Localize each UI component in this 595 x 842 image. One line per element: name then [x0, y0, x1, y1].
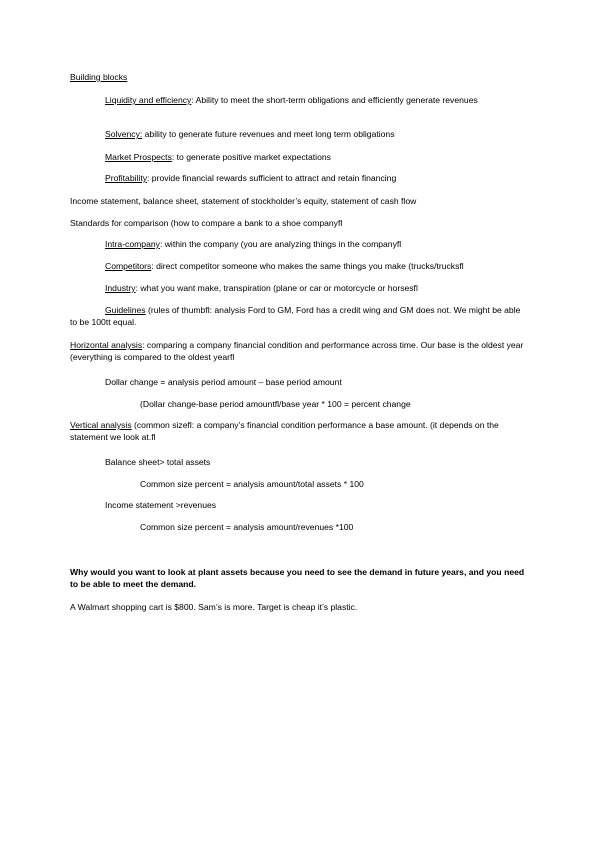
term-vertical-analysis: Vertical analysis — [70, 420, 132, 430]
common-size-revenues-formula: Common size percent = analysis amount/revenues *100 — [140, 522, 354, 532]
term-market-prospects: Market Prospects — [105, 152, 172, 162]
term-profitability: Profitability — [105, 173, 148, 183]
term-industry: Industry — [105, 283, 136, 293]
bold-question: Why would you want to look at plant assets because you need to see the demand in future years, and you need to be able to meet the demand. — [70, 567, 525, 589]
term-competitors: Competitors — [105, 261, 152, 271]
percent-change-formula: (Dollar change-base period amountfl/base year * 100 = percent change — [140, 399, 411, 409]
balance-sheet-line: Balance sheet> total assets — [105, 457, 211, 467]
item-liquidity — [105, 94, 528, 106]
term-solvency: Solvency: — [105, 129, 143, 139]
text-profitability: : provide financial rewards sufficient to attract and retain financing — [147, 173, 397, 183]
item-profitability — [105, 172, 528, 184]
text-vertical-analysis: (common sizefl: a company’s financial condition performance a base amount. (it depends on the statement we look at.fl — [70, 420, 499, 442]
item-market-prospects — [105, 151, 528, 163]
item-solvency — [105, 128, 528, 140]
text-market-prospects: : to generate positive market expectations — [171, 152, 331, 162]
term-guidelines: Guidelines — [105, 305, 146, 315]
text-horizontal-analysis: : comparing a company financial condition and performance across time. Our base is the oldest year (everything is compared to the oldest yearfl — [70, 340, 524, 362]
walmart-line: A Walmart shopping cart is $800. Sam’s is more. Target is cheap it’s plastic. — [70, 602, 358, 612]
term-liquidity: Liquidity and efficiency — [105, 95, 192, 105]
item-competitors — [105, 260, 528, 272]
standards-line: Standards for comparison (how to compare a bank to a shoe companyfl — [70, 218, 343, 228]
item-intra-company — [105, 238, 528, 250]
horizontal-analysis — [70, 339, 528, 363]
term-intra-company: Intra-company — [105, 239, 160, 249]
common-size-assets-formula: Common size percent = analysis amount/total assets * 100 — [140, 479, 364, 489]
heading-building-blocks: Building blocks — [70, 72, 128, 82]
text-intra-company: : within the company (you are analyzing things in the companyfl — [159, 239, 402, 249]
text-liquidity: : Ability to meet the short-term obligations and efficiently generate revenues — [191, 95, 478, 105]
text-industry: : what you want make, transpiration (plane or car or motorcycle or horsesfl — [135, 283, 418, 293]
dollar-change-formula: Dollar change = analysis period amount – base period amount — [105, 377, 342, 387]
text-competitors: : direct competitor someone who makes the same things you make (trucks/trucksfl — [151, 261, 464, 271]
income-statement-line: Income statement >revenues — [105, 500, 217, 510]
text-guidelines: (rules of thumbfl: analysis Ford to GM, Ford has a credit wing and GM does not. We might be able to be 100tt equal. — [70, 305, 521, 327]
term-horizontal-analysis: Horizontal analysis — [70, 340, 143, 350]
item-guidelines — [70, 304, 528, 328]
statements-line: Income statement, balance sheet, statement of stockholder’s equity, statement of cash flow — [70, 196, 417, 206]
text-solvency: ability to generate future revenues and meet long term obligations — [142, 129, 395, 139]
vertical-analysis — [70, 419, 528, 443]
item-industry — [105, 282, 528, 294]
